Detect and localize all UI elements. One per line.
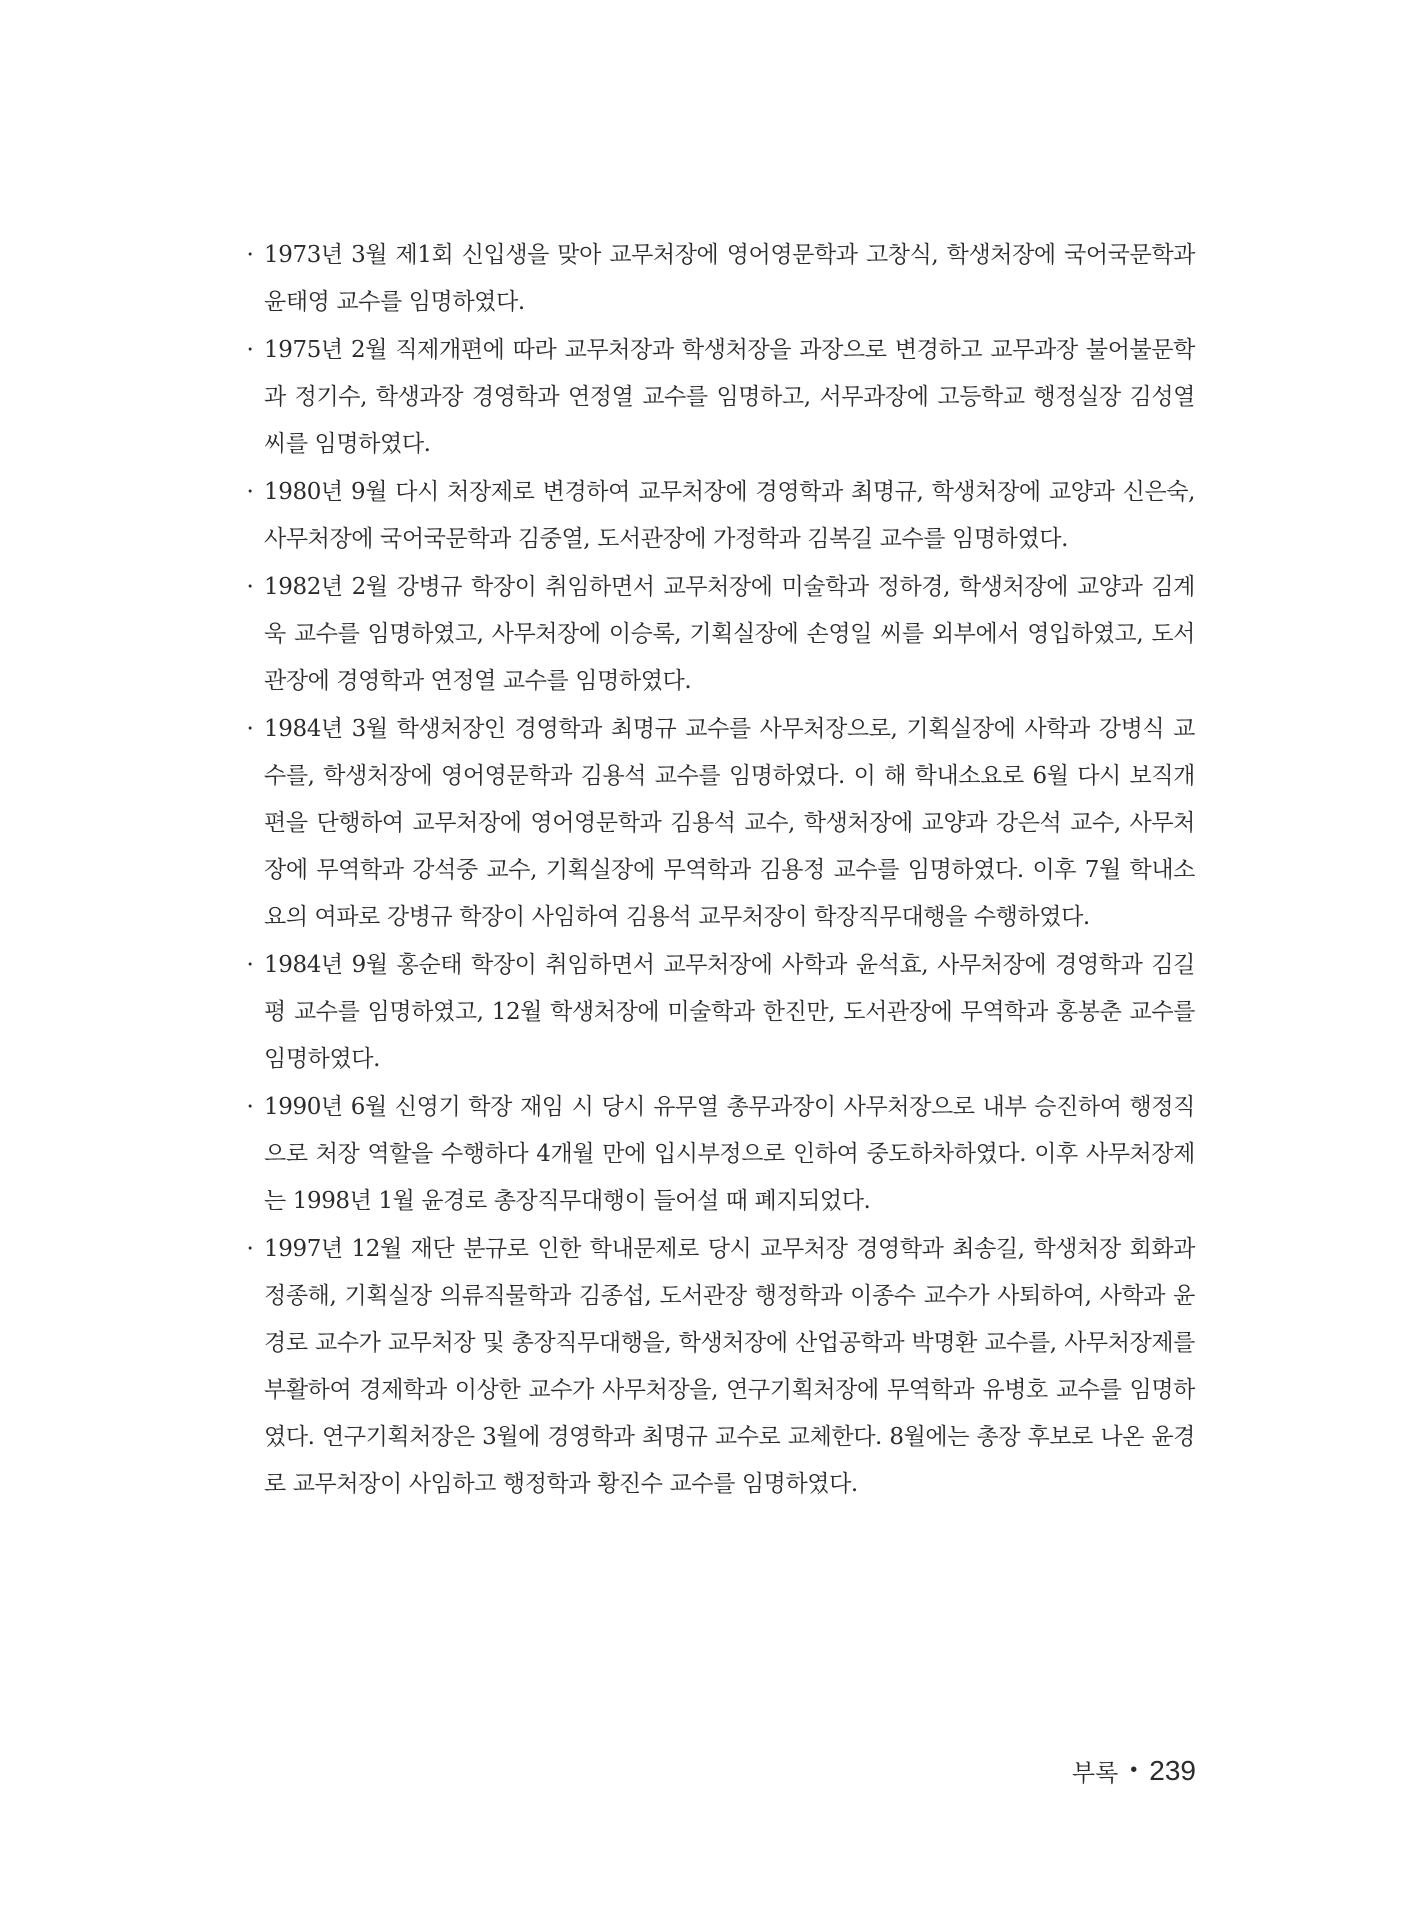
list-item bbox=[240, 327, 1195, 468]
list-item bbox=[240, 232, 1195, 326]
list-item bbox=[240, 469, 1195, 563]
entry-text: 1984년 3월 학생처장인 경영학과 최명규 교수를 사무처장으로, 기획실장에 사학과 강병식 교수를, 학생처장에 영어영문학과 김용석 교수를 임명하였다. 이 해 학내소요로 6월 다시 보직개편을 단행하여 교무처장에 영어영문학과 김용석 교수, 학생처장에 교양과 강은석 교수, 사무처장에 무역학과 강석중 교수, 기획실장에 무역학과 김용정 교수를 임명하였다. 이후 7월 학내소요의 여파로 강병규 학장이 사임하여 김용석 교무처장이 학장직무대행을 수행하였다. bbox=[264, 716, 1195, 930]
list-item bbox=[240, 942, 1195, 1083]
entry-text: 1973년 3월 제1회 신입생을 맞아 교무처장에 영어영문학과 고창식, 학생처장에 국어국문학과 윤태영 교수를 임명하였다. bbox=[264, 242, 1195, 315]
entry-text: 1990년 6월 신영기 학장 재임 시 당시 유무열 총무과장이 사무처장으로 내부 승진하여 행정직으로 처장 역할을 수행하다 4개월 만에 입시부정으로 인하여 중도하차하였다. 이후 사무처장제는 1998년 1월 윤경로 총장직무대행이 들어설 때 폐지되었다. bbox=[264, 1094, 1195, 1214]
entry-text: 1982년 2월 강병규 학장이 취임하면서 교무처장에 미술학과 정하경, 학생처장에 교양과 김계욱 교수를 임명하였고, 사무처장에 이승록, 기획실장에 손영일 씨를 외부에서 영입하였고, 도서관장에 경영학과 연정열 교수를 임명하였다. bbox=[264, 574, 1195, 694]
list-item bbox=[240, 706, 1195, 941]
list-item bbox=[240, 1226, 1195, 1508]
entry-text: 1980년 9월 다시 처장제로 변경하여 교무처장에 경영학과 최명규, 학생처장에 교양과 신은숙, 사무처장에 국어국문학과 김중열, 도서관장에 가정학과 김복길 교수를 임명하였다. bbox=[264, 479, 1195, 552]
footer-separator: • bbox=[1130, 1759, 1138, 1781]
page-number: 239 bbox=[1149, 1754, 1196, 1786]
entry-text: 1984년 9월 홍순태 학장이 취임하면서 교무처장에 사학과 윤석효, 사무처장에 경영학과 김길평 교수를 임명하였고, 12월 학생처장에 미술학과 한진만, 도서관장에 무역학과 홍봉춘 교수를 임명하였다. bbox=[264, 952, 1195, 1072]
bullet: · bbox=[246, 242, 254, 268]
bullet: · bbox=[246, 716, 254, 742]
entry-list bbox=[240, 232, 1195, 1509]
bullet: · bbox=[246, 479, 254, 505]
bullet: · bbox=[246, 1236, 254, 1262]
bullet: · bbox=[246, 1094, 254, 1120]
page-footer bbox=[1072, 1753, 1196, 1788]
bullet: · bbox=[246, 952, 254, 978]
footer-section-label: 부록 bbox=[1071, 1760, 1119, 1787]
bullet: · bbox=[246, 337, 254, 363]
list-item bbox=[240, 564, 1195, 705]
entry-text: 1975년 2월 직제개편에 따라 교무처장과 학생처장을 과장으로 변경하고 교무과장 불어불문학과 정기수, 학생과장 경영학과 연정열 교수를 임명하고, 서무과장에 고등학교 행정실장 김성열 씨를 임명하였다. bbox=[264, 337, 1195, 457]
entry-text: 1997년 12월 재단 분규로 인한 학내문제로 당시 교무처장 경영학과 최송길, 학생처장 회화과 정종해, 기획실장 의류직물학과 김종섭, 도서관장 행정학과 이종수 교수가 사퇴하여, 사학과 윤경로 교수가 교무처장 및 총장직무대행을, 학생처장에 산업공학과 박명환 교수를, 사무처장제를 부활하여 경제학과 이상한 교수가 사무처장을, 연구기획처장에 무역학과 유병호 교수를 임명하였다. 연구기획처장은 3월에 경영학과 최명규 교수로 교체한다. 8월에는 총장 후보로 나온 윤경로 교무처장이 사임하고 행정학과 황진수 교수를 임명하였다. bbox=[264, 1236, 1195, 1497]
bullet: · bbox=[246, 574, 254, 600]
list-item bbox=[240, 1084, 1195, 1225]
